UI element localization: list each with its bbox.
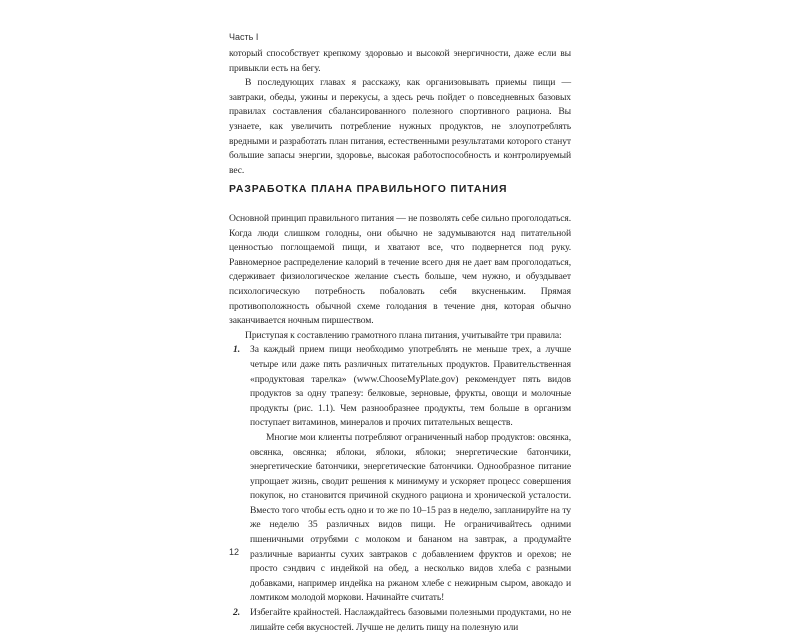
rules-list xyxy=(229,343,571,635)
rule-subtext: Многие мои клиенты потребляют ограниченный набор продуктов: овсянка, овсянка, овсянка; яблоки, яблоки, яблоки; энергетические батончики, энергетические батончики, энергетические батончики. Однообразное питание упрощает жизнь, сводит решения к минимуму и ускоряет процесс совершения покупок, но становится причиной скудного рациона и хронической усталости. Вместо того чтобы есть одно и то же по 10–15 раз в неделю, запланируйте на ту же неделю 35 различных видов пищи. Не ограничивайтесь одними пшеничными отрубями с молоком и бананом на завтрак, а продумайте различные варианты сухих завтраков с добавлением фруктов и орехов; не просто сэндвич с индейкой на обед, а несколько видов хлеба с разными добавками, например индейка на ржаном хлебе с нежирным сыром, авокадо и ломтиком молодой моркови. Начинайте считать! xyxy=(250,431,571,604)
rule-item-1 xyxy=(229,343,571,606)
section-paragraph-1: Основной принцип правильного питания — не позволять себе сильно проголодаться. Когда люди слишком голодны, они обычно не задумываются над питательной ценностью поглощаемой пищи, и хватают все, что подвернется под руку. Равномерное распределение калорий в течение всего дня не дает вам проголодаться, сдерживает физиологическое желание съесть больше, чем нужно, и обуздывает психологическую потребность побаловать себя вкусненьким. Прямая противоположность обычной схеме голодания в течение дня, которая обычно заканчивается ночным пиршеством. xyxy=(229,213,571,327)
rule-text: За каждый прием пищи необходимо употреблять не меньше трех, а лучше четыре или даже пять различных питательных продуктов. Правительственная «продуктовая тарелка» (www.ChooseMyPlate.gov) рекомендует пять видов продуктов за одну трапезу: белковые, зерновые, фрукты, овощи и молочные продукты (рис. 1.1). Чем разнообразнее продукты, тем больше в организм поступает витаминов, минералов и прочих питательных веществ. xyxy=(250,344,571,429)
intro-paragraph: В последующих главах я расскажу, как организовывать приемы пищи — завтраки, обеды, ужины и перекусы, а здесь речь пойдет о повседневных базовых правилах составления сбалансированного полезного спортивного рациона. Вы узнаете, как увеличить потребление нужных продуктов, не злоупотреблять вредными и разработать план питания, естественными результатами которого станут большие запасы энергии, здоровье, высокая работоспособность и контролируемый вес. xyxy=(229,77,571,176)
section-heading: РАЗРАБОТКА ПЛАНА ПРАВИЛЬНОГО ПИТАНИЯ xyxy=(229,184,508,195)
rule-item-2 xyxy=(229,606,571,635)
section-paragraph-2: Приступая к составлению грамотного плана питания, учитывайте три правила: xyxy=(245,329,562,341)
intro-block xyxy=(229,47,571,178)
section-body xyxy=(229,212,571,635)
rule-number: 1. xyxy=(233,344,240,356)
rule-number: 2. xyxy=(233,607,240,619)
rule-text: Избегайте крайностей. Наслаждайтесь базовыми полезными продуктами, но не лишайте себя вкусностей. Лучше не делить пищу на полезную или xyxy=(250,607,571,633)
page-number: 12 xyxy=(229,547,240,557)
running-head: Часть I xyxy=(229,32,259,42)
intro-continuation: который способствует крепкому здоровью и высокой энергичности, даже если вы привыкли есть на бегу. xyxy=(229,48,571,74)
